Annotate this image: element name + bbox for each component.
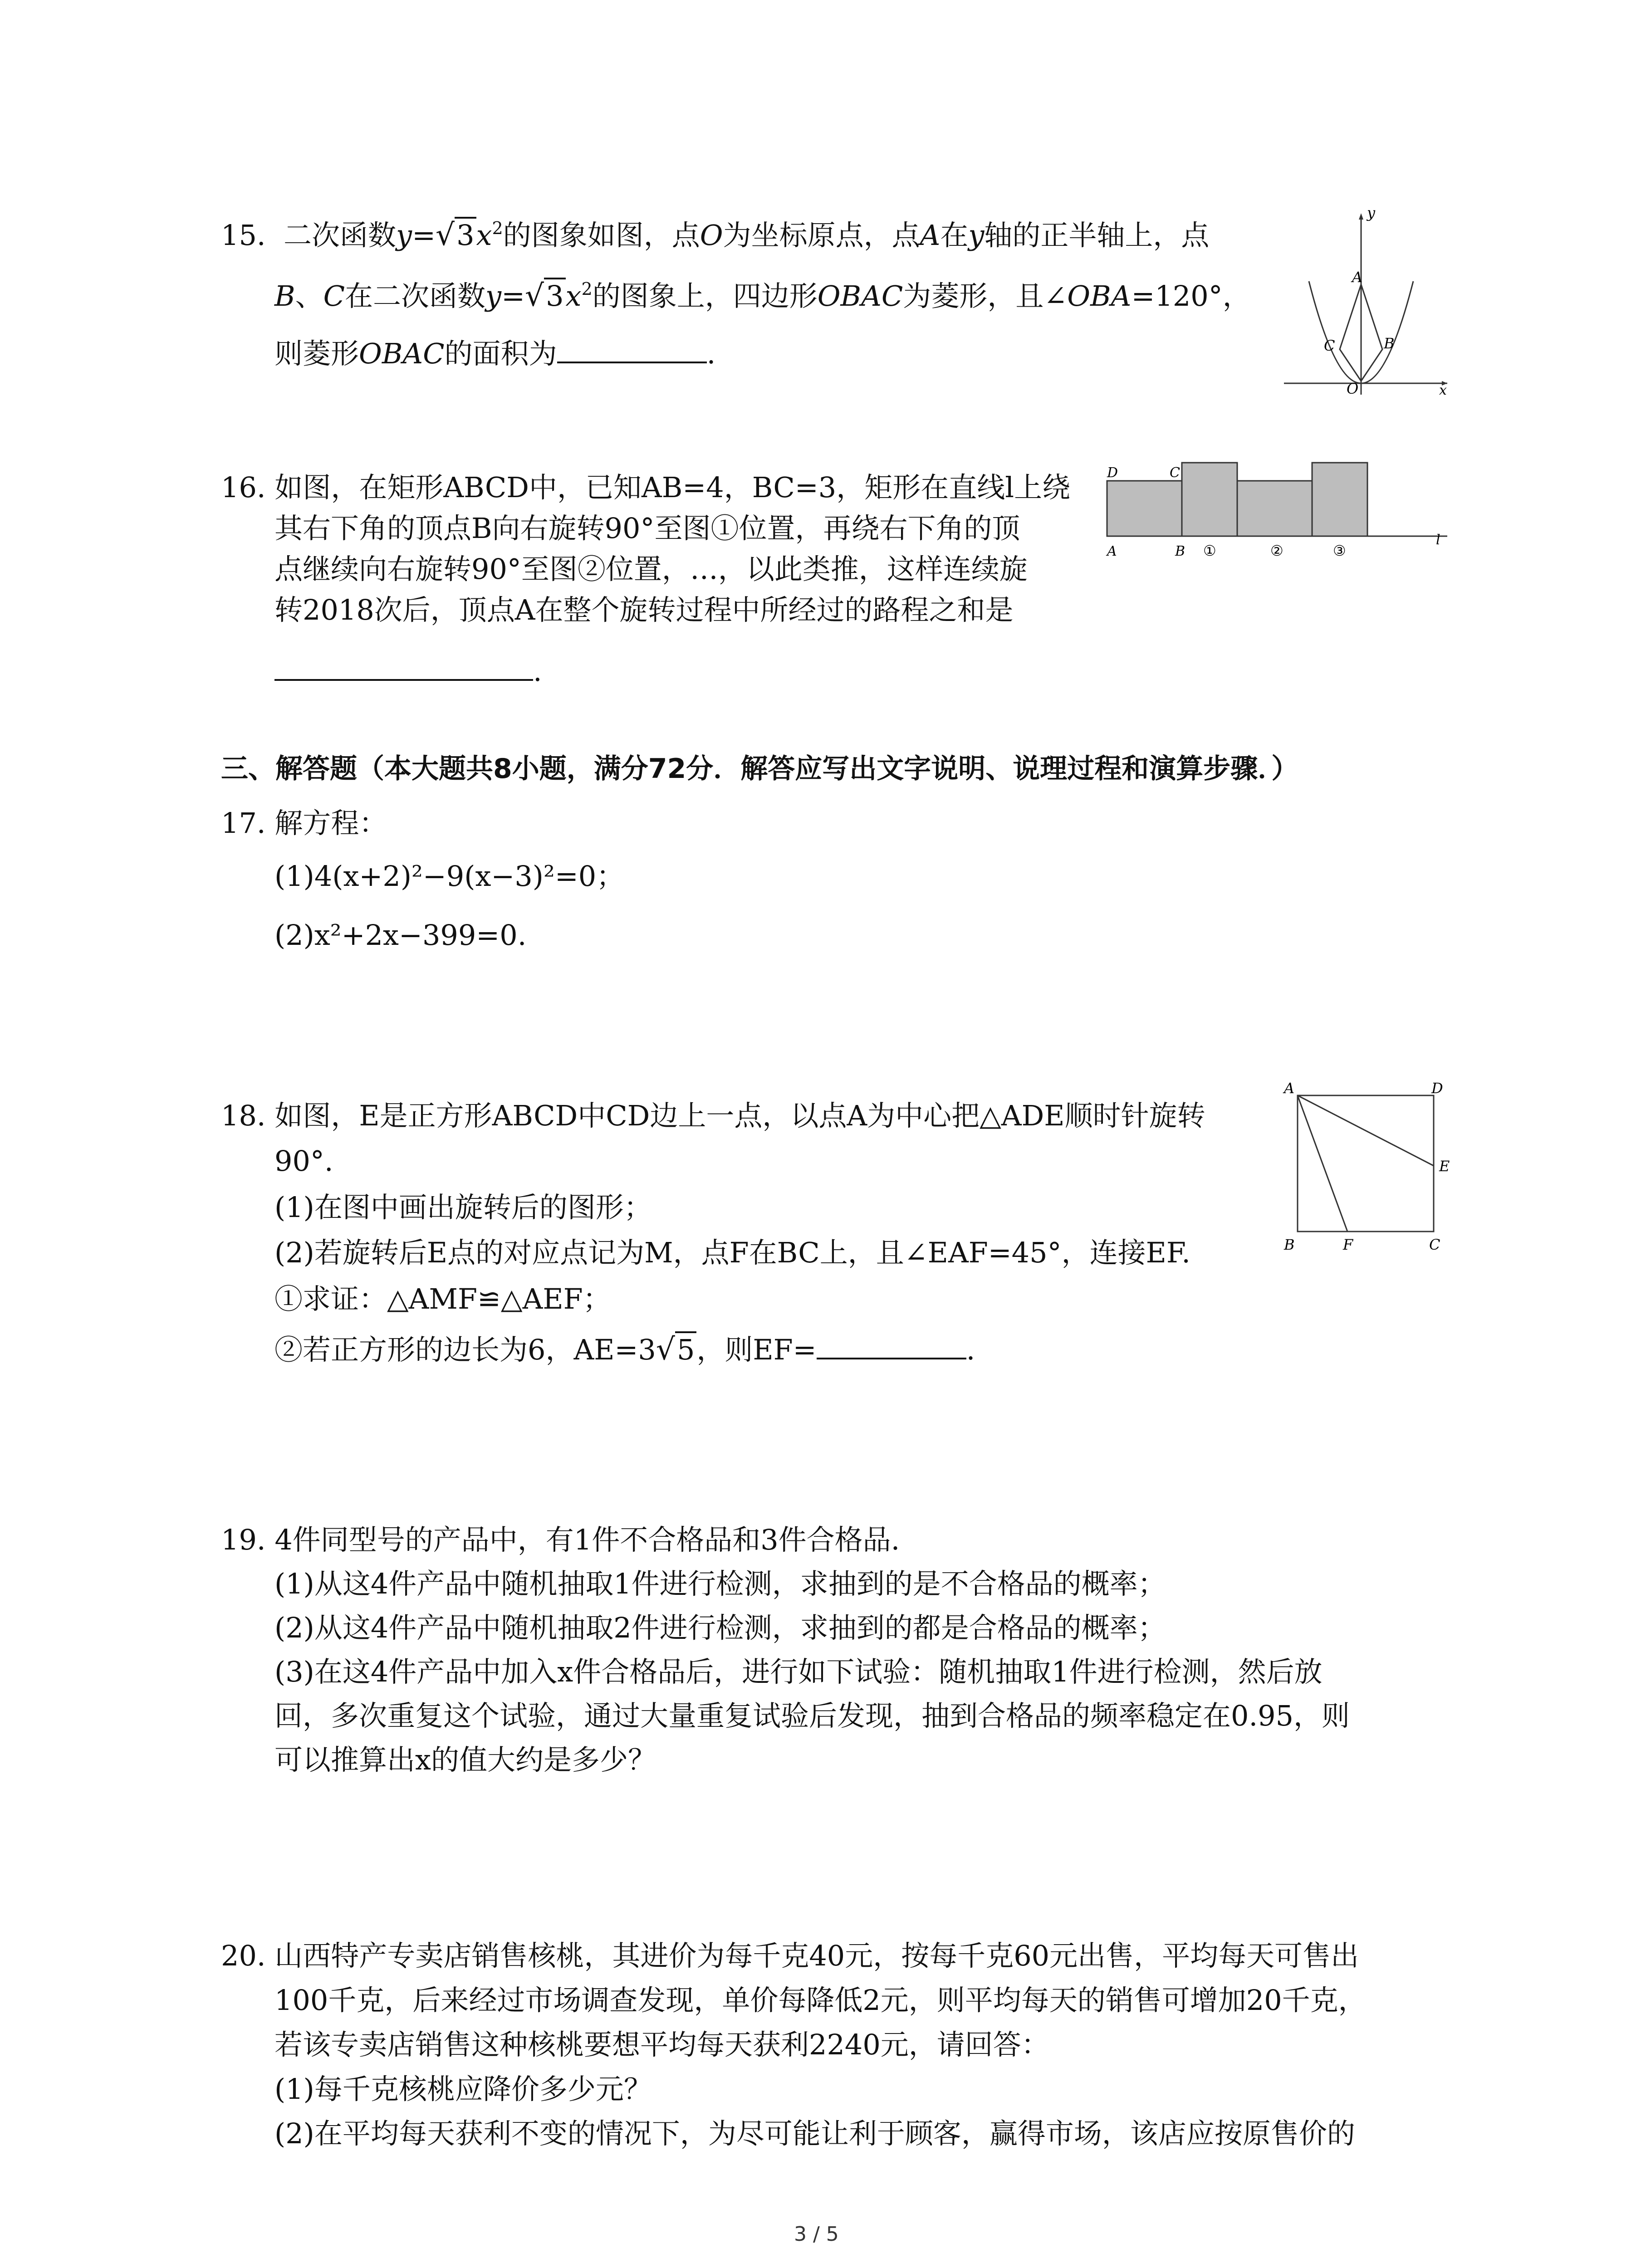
sqrt-3-b: √3 — [525, 278, 566, 314]
answer-blank — [817, 1332, 966, 1359]
answer-blank — [274, 654, 533, 681]
answer-blank — [557, 336, 707, 363]
svg-text:C: C — [1170, 465, 1180, 481]
q18-line-2: 90°. — [274, 1144, 333, 1178]
q15-line-1: 15. 二次函数$y=√3x^2$的图象如图，点O为坐标原点，点A在y轴的正半轴上，点 — [221, 217, 1209, 254]
q16-line-4: 转2018次后，顶点A在整个旋转过程中所经过的路程之和是 — [274, 593, 1014, 626]
svg-text:D: D — [1431, 1080, 1443, 1097]
q19-part-3b: 回，多次重复这个试验，通过大量重复试验后发现，抽到合格品的频率稳定在0.95，则 — [274, 1699, 1350, 1732]
q20-part-1: (1)每千克核桃应降价多少元？ — [274, 2072, 652, 2106]
q17-line-1: 17. 解方程： — [221, 807, 387, 840]
q18-sub-2: ②若正方形的边长为6，AE=3√5，则EF= . — [274, 1331, 975, 1368]
q15-number: 15. — [221, 219, 266, 252]
page-number: 3 / 5 — [794, 2223, 839, 2246]
svg-text:x: x — [1439, 382, 1447, 398]
svg-text:D: D — [1107, 465, 1118, 481]
q16-line-5: . — [274, 653, 542, 689]
q16-line-3: 点继续向右旋转90°至图②位置，…，以此类推，这样连续旋 — [274, 552, 1028, 586]
svg-text:①: ① — [1203, 542, 1216, 559]
q18-figure — [1270, 1075, 1461, 1266]
q18-part-1: (1)在图中画出旋转后的图形； — [274, 1191, 652, 1224]
q17-part-1: (1)4(x+2)²−9(x−3)²=0； — [274, 860, 625, 893]
svg-text:l: l — [1436, 532, 1440, 548]
svg-text:C: C — [1429, 1236, 1440, 1253]
svg-text:A: A — [1284, 1080, 1295, 1097]
q19-part-1: (1)从这4件产品中随机抽取1件进行检测，求抽到的是不合格品的概率； — [274, 1567, 1166, 1600]
q15-figure — [1279, 204, 1452, 399]
q20-line-1: 20. 山西特产专卖店销售核桃，其进价为每千克40元，按每千克60元出售，平均每天可售出 — [221, 1939, 1359, 1972]
q20-line-2: 100千克，后来经过市场调查发现，单价每降低2元，则平均每天的销售可增加20千克， — [274, 1984, 1367, 2017]
q19-line-1: 19. 4件同型号的产品中，有1件不合格品和3件合格品. — [221, 1523, 900, 1556]
sqrt-3: √3 — [436, 217, 476, 254]
q19-part-3c: 可以推算出x的值大约是多少？ — [274, 1743, 656, 1776]
q20-line-3: 若该专卖店销售这种核桃要想平均每天获利2240元，请回答： — [274, 2028, 1049, 2061]
svg-text:A: A — [1352, 269, 1363, 286]
q18-part-2: (2)若旋转后E点的对应点记为M，点F在BC上，且∠EAF=45°，连接EF. — [274, 1236, 1190, 1269]
svg-text:A: A — [1107, 543, 1117, 559]
q17-part-2: (2)x²+2x−399=0. — [274, 919, 527, 952]
svg-text:O: O — [1347, 380, 1359, 397]
svg-text:E: E — [1439, 1158, 1450, 1175]
svg-text:y: y — [1367, 204, 1376, 221]
q19-part-3a: (3)在这4件产品中加入x件合格品后，进行如下试验：随机抽取1件进行检测，然后放 — [274, 1655, 1323, 1688]
q18-sub-1: ①求证：△AMF≌△AEF； — [274, 1282, 611, 1315]
q16-line-2: 其右下角的顶点B向右旋转90°至图①位置，再绕右下角的顶 — [274, 512, 1020, 545]
q19-part-2: (2)从这4件产品中随机抽取2件进行检测，求抽到的都是合格品的概率； — [274, 1611, 1166, 1644]
svg-text:C: C — [1324, 337, 1335, 354]
svg-text:F: F — [1343, 1236, 1353, 1253]
svg-text:B: B — [1384, 335, 1395, 352]
q16-figure — [1102, 458, 1456, 567]
q20-part-2: (2)在平均每天获利不变的情况下，为尽可能让利于顾客，赢得市场，该店应按原售价的 — [274, 2117, 1355, 2150]
section-3-heading: 三、解答题（本大题共8小题，满分72分．解答应写出文字说明、说理过程和演算步骤．） — [221, 753, 1299, 785]
svg-text:③: ③ — [1333, 542, 1346, 559]
sqrt-5: √5 — [656, 1331, 697, 1368]
q15-line-3: 则菱形OBAC的面积为 . — [274, 337, 716, 370]
q15-line-2: B、C在二次函数$y=√3x^2$的图象上，四边形OBAC为菱形，且∠OBA=120°， — [274, 278, 1251, 314]
svg-text:②: ② — [1270, 542, 1283, 559]
svg-text:B: B — [1175, 543, 1185, 559]
q16-line-1: 16. 如图，在矩形ABCD中，已知AB=4，BC=3，矩形在直线l上绕 — [221, 471, 1071, 504]
svg-text:B: B — [1284, 1236, 1295, 1253]
q18-line-1: 18. 如图，E是正方形ABCD中CD边上一点，以点A为中心把△ADE顺时针旋转 — [221, 1099, 1205, 1132]
